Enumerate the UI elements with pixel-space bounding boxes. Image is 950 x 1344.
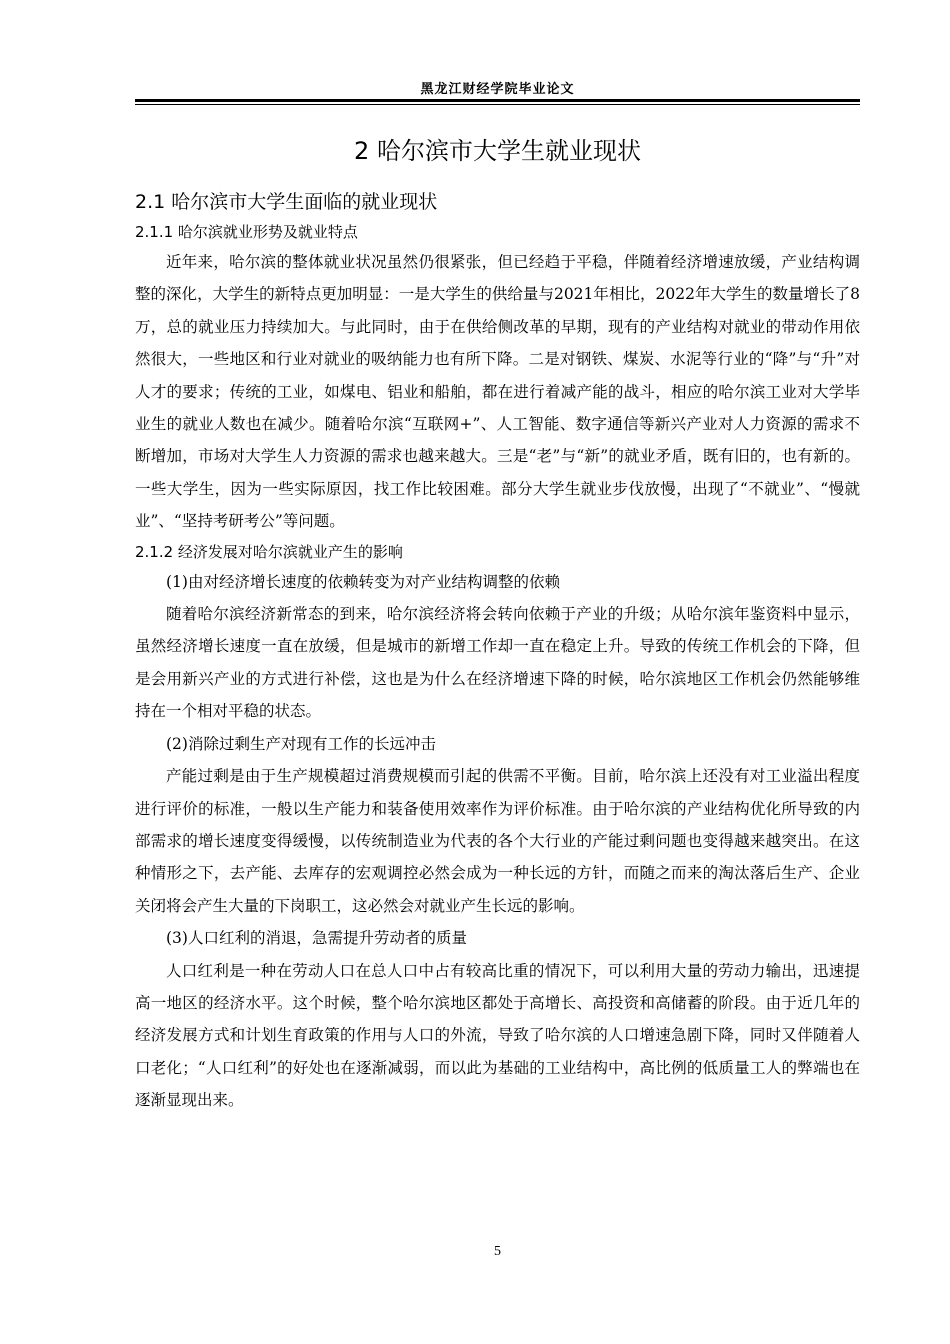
subsection-heading-2-1-1: 2.1.1 哈尔滨就业形势及就业特点 <box>135 223 358 241</box>
paragraph-point-2: 产能过剩是由于生产规模超过消费规模而引起的供需不平衡。目前，哈尔滨上还没有对工业溢出程度进行评价的标准，一般以生产能力和装备使用效率作为评价标准。由于哈尔滨的产业结构优化所导致的内部需求的增长速度变得缓慢，以传统制造业为代表的各个大行业的产能过剩问题也变得越来越突出。在这种情形之下，去产能、去库存的宏观调控必然会成为一种长远的方针，而随之而来的淘汰落后生产、企业关闭将会产生大量的下岗职工，这必然会对就业产生长远的影响。 <box>135 767 860 915</box>
header-rule-thick <box>135 99 860 102</box>
subsection-heading-2-1-2: 2.1.2 经济发展对哈尔滨就业产生的影响 <box>135 542 403 561</box>
section-heading: 2.1 哈尔滨市大学生面临的就业现状 <box>135 191 438 213</box>
header-rule-thin <box>135 104 860 105</box>
subheading-point-2: (2)消除过剩生产对现有工作的长远冲击 <box>166 734 436 753</box>
paragraph-point-3: 人口红利是一种在劳动人口在总人口中占有较高比重的情况下，可以利用大量的劳动力输出，迅速提高一地区的经济水平。这个时候，整个哈尔滨地区都处于高增长、高投资和高储蓄的阶段。由于近几年的经济发展方式和计划生育政策的作用与人口的外流，导致了哈尔滨的人口增速急剧下降，同时又伴随着人口老化；“人口红利”的好处也在逐渐减弱，而以此为基础的工业结构中，高比例的低质量工人的弊端也在逐渐显现出来。 <box>135 961 860 1110</box>
chapter-title: 2 哈尔滨市大学生就业现状 <box>354 137 641 165</box>
page-header-title: 黑龙江财经学院毕业论文 <box>420 82 575 97</box>
subheading-point-3: (3)人口红利的消退，急需提升劳动者的质量 <box>166 929 467 948</box>
paragraph-employment-situation: 近年来，哈尔滨的整体就业状况虽然仍很紧张，但已经趋于平稳，伴随着经济增速放缓，产业结构调整的深化，大学生的新特点更加明显：一是大学生的供给量与2021年相比，2022年大学生的数量增长了8万，总的就业压力持续加大。与此同时，由于在供给侧改革的早期，现有的产业结构对就业的带动作用依然很大，一些地区和行业对就业的吸纳能力也有所下降。二是对钢铁、煤炭、水泥等行业的“降”与“升”对人才的要求；传统的工业，如煤电、铝业和船舶，都在进行着减产能的战斗，相应的哈尔滨工业对大学毕业生的就业人数也在减少。随着哈尔滨“互联网+”、人工智能、数字通信等新兴产业对人力资源的需求不断增加，市场对大学生人力资源的需求也越来越大。三是“老”与“新”的就业矛盾，既有旧的，也有新的。一些大学生，因为一些实际原因，找工作比较困难。部分大学生就业步伐放慢，出现了“不就业”、“慢就业”、“坚持考研考公”等问题。 <box>135 253 860 531</box>
page-number: 5 <box>494 1244 501 1259</box>
paragraph-point-1: 随着哈尔滨经济新常态的到来，哈尔滨经济将会转向依赖于产业的升级；从哈尔滨年鉴资料中显示，虽然经济增长速度一直在放缓，但是城市的新增工作却一直在稳定上升。导致的传统工作机会的下降，但是会用新兴产业的方式进行补偿，这也是为什么在经济增速下降的时候，哈尔滨地区工作机会仍然能够维持在一个相对平稳的状态。 <box>135 605 860 721</box>
subheading-point-1: (1)由对经济增长速度的依赖转变为对产业结构调整的依赖 <box>166 572 560 591</box>
page-body <box>135 128 860 1117</box>
